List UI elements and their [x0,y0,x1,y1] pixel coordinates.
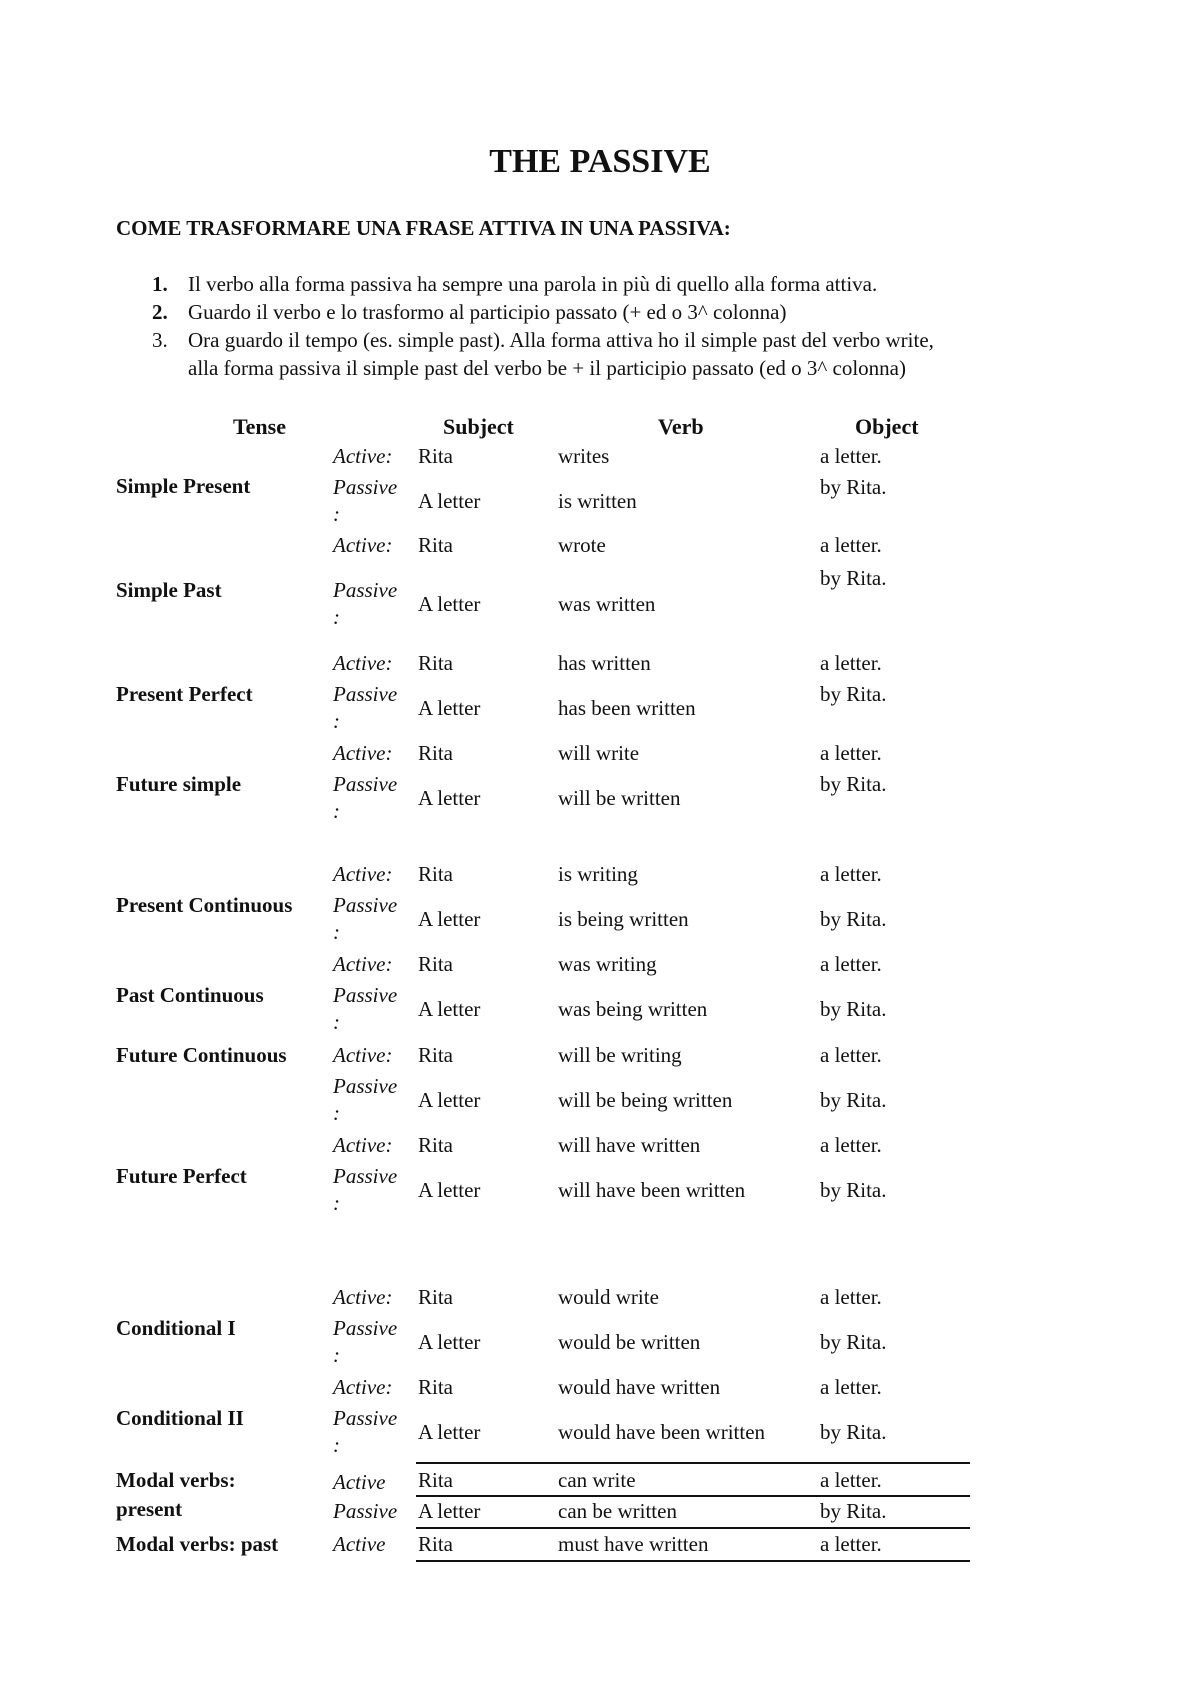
passive-colon: : [333,502,340,526]
table-rule [416,1560,970,1562]
passive-object: by Rita. [820,997,887,1021]
passive-object: by Rita. [820,1420,887,1444]
active-label: Active: [333,1375,393,1399]
section-subtitle: COME TRASFORMARE UNA FRASE ATTIVA IN UNA PASSIVA: [116,216,731,240]
header-verb: Verb [658,414,704,439]
active-subject: Rita [418,1285,453,1309]
passive-verb: will be written [558,786,681,810]
active-verb: will be writing [558,1043,682,1067]
passive-label: Passive [333,1074,398,1098]
passive-subject: A letter [418,997,481,1021]
tense-label-continued: present [116,1497,183,1521]
passive-subject: A letter [418,1420,481,1444]
passive-verb: would have been written [558,1420,766,1444]
active-subject: Rita [418,1532,453,1556]
passive-verb: will be being written [558,1088,733,1112]
step-number: 2. [152,300,168,324]
active-subject: Rita [418,1043,453,1067]
tense-label: Simple Present [116,474,251,498]
passive-subject: A letter [418,786,481,810]
active-verb: wrote [558,533,606,557]
passive-label: Passive [333,1164,398,1188]
active-label: Active: [333,533,393,557]
passive-subject: A letter [418,592,481,616]
active-object: a letter. [820,533,882,557]
active-label: Active: [333,651,393,675]
passive-verb: was written [558,592,656,616]
active-subject: Rita [418,651,453,675]
active-subject: Rita [418,533,453,557]
passive-colon: : [333,1101,340,1125]
active-verb: will have written [558,1133,701,1157]
active-label: Active: [333,741,393,765]
active-verb: must have written [558,1532,709,1556]
passive-object: by Rita. [820,682,887,706]
tense-label: Present Perfect [116,682,253,706]
passive-colon: : [333,1191,340,1215]
passive-label: Passive [333,682,398,706]
passive-subject: A letter [418,907,481,931]
passive-verb: will have been written [558,1178,746,1202]
passive-object: by Rita. [820,907,887,931]
tense-label: Future simple [116,772,242,796]
active-verb: is writing [558,862,638,886]
active-object: a letter. [820,1375,882,1399]
active-label: Active: [333,1133,393,1157]
active-subject: Rita [418,1375,453,1399]
passive-object: by Rita. [820,1178,887,1202]
passive-object: by Rita. [820,1330,887,1354]
step-text: Ora guardo il tempo (es. simple past). Alla forma attiva ho il simple past del verbo write, [188,328,934,352]
step-text-continued: alla forma passiva il simple past del verbo be + il participio passato (ed o 3^ colonna) [188,356,906,380]
passive-label: Passive [333,1316,398,1340]
active-object: a letter. [820,651,882,675]
active-label: Active [333,1532,386,1556]
active-label: Active: [333,1043,393,1067]
active-subject: Rita [418,952,453,976]
active-verb: writes [558,444,610,468]
passive-colon: : [333,799,340,823]
active-label: Active: [333,1285,393,1309]
active-object: a letter. [820,862,882,886]
passive-label: Passive [333,772,398,796]
passive-verb: is being written [558,907,689,931]
page-title: THE PASSIVE [489,143,711,180]
table-rule [416,1527,970,1529]
passive-colon: : [333,605,340,629]
passive-verb: would be written [558,1330,701,1354]
passive-subject: A letter [418,696,481,720]
active-object: a letter. [820,1133,882,1157]
active-subject: Rita [418,741,453,765]
step-text: Il verbo alla forma passiva ha sempre una parola in più di quello alla forma attiva. [188,272,878,296]
active-label: Active: [333,862,393,886]
active-subject: Rita [418,862,453,886]
active-verb: will write [558,741,640,765]
passive-subject: A letter [418,489,481,513]
passive-object: by Rita. [820,1088,887,1112]
step-number: 3. [152,328,168,352]
active-object: a letter. [820,1468,882,1492]
passive-colon: : [333,1010,340,1034]
active-object: a letter. [820,1043,882,1067]
tense-label: Conditional II [116,1406,244,1430]
table-rule [416,1495,970,1497]
passive-subject: A letter [418,1499,481,1523]
passive-object: by Rita. [820,475,887,499]
active-object: a letter. [820,444,882,468]
tense-label: Present Continuous [116,893,293,917]
active-subject: Rita [418,444,453,468]
active-object: a letter. [820,1532,882,1556]
passive-colon: : [333,709,340,733]
tense-label: Future Perfect [116,1164,247,1188]
active-object: a letter. [820,952,882,976]
table-rule [416,1462,970,1464]
passive-subject: A letter [418,1088,481,1112]
passive-label: Passive [333,1406,398,1430]
tense-label: Future Continuous [116,1043,287,1067]
active-subject: Rita [418,1133,453,1157]
passive-object: by Rita. [820,1499,887,1523]
passive-colon: : [333,1343,340,1367]
passive-verb: has been written [558,696,696,720]
header-object: Object [855,414,919,439]
passive-colon: : [333,1433,340,1457]
passive-object: by Rita. [820,772,887,796]
active-label: Active [333,1470,386,1494]
active-verb: would have written [558,1375,721,1399]
active-label: Active: [333,444,393,468]
step-number: 1. [152,272,168,296]
tense-label: Conditional I [116,1316,236,1340]
passive-label: Passive [333,983,398,1007]
passive-verb: is written [558,489,637,513]
active-verb: would write [558,1285,659,1309]
passive-label: Passive [333,1499,398,1523]
active-object: a letter. [820,741,882,765]
header-tense: Tense [233,414,286,439]
passive-label: Passive [333,578,398,602]
passive-colon: : [333,920,340,944]
passive-label: Passive [333,893,398,917]
tense-label: Past Continuous [116,983,264,1007]
passive-label: Passive [333,475,398,499]
tense-label: Simple Past [116,578,222,602]
passive-subject: A letter [418,1178,481,1202]
header-subject: Subject [443,414,514,439]
passive-verb: was being written [558,997,708,1021]
passive-object: by Rita. [820,566,887,590]
active-verb: was writing [558,952,657,976]
active-verb: can write [558,1468,636,1492]
passive-subject: A letter [418,1330,481,1354]
tense-label: Modal verbs: past [116,1532,279,1556]
active-subject: Rita [418,1468,453,1492]
passive-verb: can be written [558,1499,677,1523]
step-text: Guardo il verbo e lo trasformo al participio passato (+ ed o 3^ colonna) [188,300,787,324]
active-verb: has written [558,651,651,675]
tense-label: Modal verbs: [116,1468,236,1492]
active-label: Active: [333,952,393,976]
active-object: a letter. [820,1285,882,1309]
